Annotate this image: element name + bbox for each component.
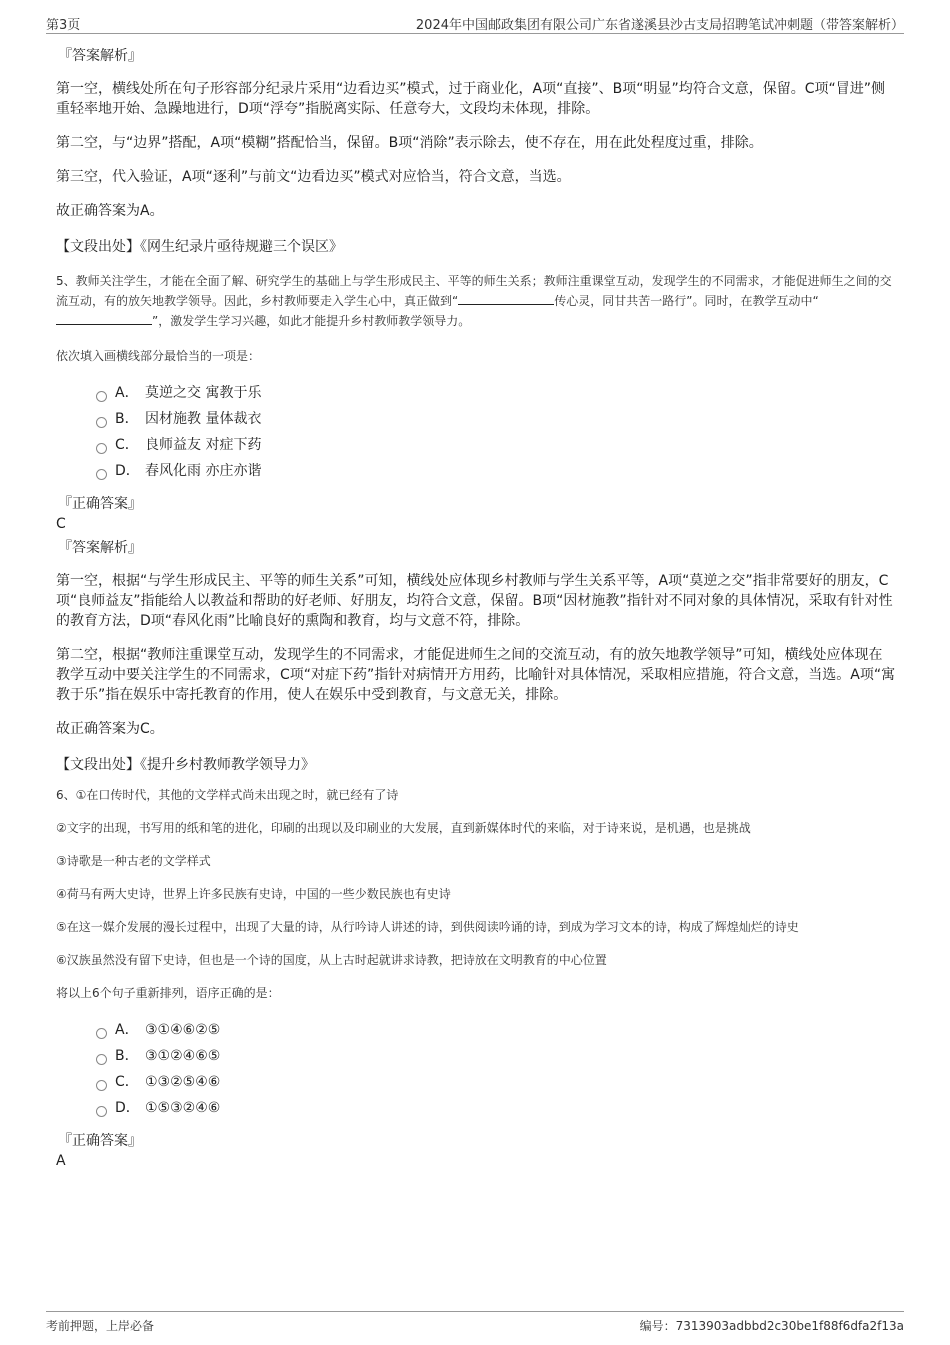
footer-slogan: 考前押题，上岸必备 (46, 1319, 155, 1333)
option-b[interactable] (96, 1043, 896, 1069)
option-text: ①⑤③②④⑥ (145, 1100, 221, 1116)
question-6 (56, 785, 896, 1171)
fill-blank (56, 313, 152, 325)
option-letter: B． (115, 1048, 139, 1064)
sentence-item: 6、①在口传时代，其他的文学样式尚未出现之时，就已经有了诗 (56, 788, 399, 802)
option-c[interactable] (96, 1069, 896, 1095)
option-list (96, 1017, 896, 1121)
page-header (46, 12, 904, 34)
sentence-item: ③诗歌是一种古老的文学样式 (56, 854, 211, 868)
question-text: ”，激发学生学习兴趣，如此才能提升乡村教师教学领导力。 (152, 314, 471, 328)
option-letter: A． (115, 385, 139, 401)
analysis-paragraph: 第一空，根据“与学生形成民主、平等的师生关系”可知，横线处应体现乡村教师与学生关系平等，A项“莫逆之交”指非常要好的朋友，C项“良师益友”指能给人以教益和帮助的好老师、好朋友，均符合文意，保留。B项“因材施教”指针对不同对象的具体情况，采取有针对性的教育方法，D项“春风化雨”比喻良好的熏陶和教育，均与文意不符，排除。 (56, 573, 893, 629)
option-d[interactable] (96, 458, 896, 484)
option-a[interactable] (96, 380, 896, 406)
option-text: 莫逆之交 寓教于乐 (145, 385, 262, 401)
radio-icon[interactable] (96, 469, 107, 480)
answer-label: 『正确答案』 (58, 496, 142, 512)
document-title: 2024年中国邮政集团有限公司广东省遂溪县沙古支局招聘笔试冲刺题（带答案解析） (415, 18, 904, 33)
analysis-paragraph: 第二空，与“边界”搭配，A项“模糊”搭配恰当，保留。B项“消除”表示除去，使不存在，用在此处程度过重，排除。 (56, 135, 763, 151)
analysis-label: 『答案解析』 (58, 540, 142, 556)
option-letter: B． (115, 411, 139, 427)
option-letter: D． (115, 1100, 140, 1116)
fill-blank (458, 293, 554, 305)
correct-answer: C (56, 516, 66, 532)
analysis-paragraph: 第三空，代入验证，A项“逐利”与前文“边看边买”模式对应恰当，符合文意，当选。 (56, 169, 571, 185)
question-text: 传心灵，同甘共苦一路行”。同时，在教学互动中“ (554, 294, 819, 308)
answer-label: 『正确答案』 (58, 1133, 142, 1149)
option-letter: A． (115, 1022, 139, 1038)
source-citation: 【文段出处】《网生纪录片亟待规避三个误区》 (56, 239, 343, 255)
analysis-paragraph: 第二空，根据“教师注重课堂互动，发现学生的不同需求，才能促进师生之间的交流互动，有的放矢地教学领导”可知，横线处应体现在教学互动中要关注学生的不同需求，C项“对症下药”指针对病情开方用药，比喻针对具体情况，采取相应措施，符合文意，当选。A项“寓教于乐”指在娱乐中寄托教育的作用，使人在娱乐中受到教育，与文意无关，排除。 (56, 647, 896, 703)
analysis-label: 『答案解析』 (58, 48, 142, 64)
option-d[interactable] (96, 1095, 896, 1121)
question-5 (56, 271, 896, 775)
option-b[interactable] (96, 406, 896, 432)
option-c[interactable] (96, 432, 896, 458)
question-text: 5、教师关注学生，才能在全面了解、研究学生的基础上与学生形成民主、平等的师生关系；教师注重课堂互动，发现学生的不同需求，才能促进师生之间的交流互动，有的放矢地教学领导。因此，乡村教师要走入学生心中，真正做到“ (56, 274, 892, 308)
question-prompt: 依次填入画横线部分最恰当的一项是： (56, 349, 261, 363)
sentence-item: ⑤在这一媒介发展的漫长过程中，出现了大量的诗，从行吟诗人讲述的诗，到供阅读吟诵的诗，到成为学习文本的诗，构成了辉煌灿烂的诗史 (56, 920, 799, 934)
sentence-item: ⑥汉族虽然没有留下史诗，但也是一个诗的国度，从上古时起就讲求诗教，把诗放在文明教育的中心位置 (56, 953, 607, 967)
option-text: ①③②⑤④⑥ (145, 1074, 221, 1090)
page-number: 第3页 (46, 18, 81, 33)
option-letter: D． (115, 463, 140, 479)
radio-icon[interactable] (96, 1028, 107, 1039)
radio-icon[interactable] (96, 391, 107, 402)
option-text: 因材施教 量体裁衣 (145, 411, 262, 427)
page-footer (46, 1311, 904, 1335)
option-text: 良师益友 对症下药 (145, 437, 262, 453)
radio-icon[interactable] (96, 1106, 107, 1117)
radio-icon[interactable] (96, 417, 107, 428)
analysis-paragraph: 第一空，横线处所在句子形容部分纪录片采用“边看边买”模式，过于商业化，A项“直接”、B项“明显”均符合文意，保留。C项“冒进”侧重轻率地开始、急躁地进行，D项“浮夸”指脱离实际、任意夸大，文段均未体现，排除。 (56, 81, 885, 117)
analysis-paragraph: 故正确答案为A。 (56, 203, 164, 219)
question-prompt: 将以上6个句子重新排列，语序正确的是： (56, 986, 280, 1000)
sentence-item: ④荷马有两大史诗，世界上许多民族有史诗，中国的一些少数民族也有史诗 (56, 887, 451, 901)
correct-answer: A (56, 1153, 66, 1169)
option-list (96, 380, 896, 484)
option-letter: C． (115, 437, 139, 453)
sentence-item: ②文字的出现，书写用的纸和笔的进化，印刷的出现以及印刷业的大发展，直到新媒体时代的来临，对于诗来说，是机遇，也是挑战 (56, 821, 751, 835)
radio-icon[interactable] (96, 1080, 107, 1091)
option-text: ③①②④⑥⑤ (145, 1048, 221, 1064)
radio-icon[interactable] (96, 443, 107, 454)
document-code: 编号：7313903adbbd2c30be1f88f6dfa2f13a (639, 1319, 904, 1333)
option-text: ③①④⑥②⑤ (145, 1022, 221, 1038)
question-stem (56, 271, 896, 331)
source-citation: 【文段出处】《提升乡村教师教学领导力》 (56, 757, 315, 773)
option-a[interactable] (96, 1017, 896, 1043)
analysis-paragraph: 故正确答案为C。 (56, 721, 164, 737)
option-letter: C． (115, 1074, 139, 1090)
option-text: 春风化雨 亦庄亦谐 (145, 463, 262, 479)
radio-icon[interactable] (96, 1054, 107, 1065)
q4-analysis (56, 46, 896, 257)
document-content (56, 46, 896, 1171)
